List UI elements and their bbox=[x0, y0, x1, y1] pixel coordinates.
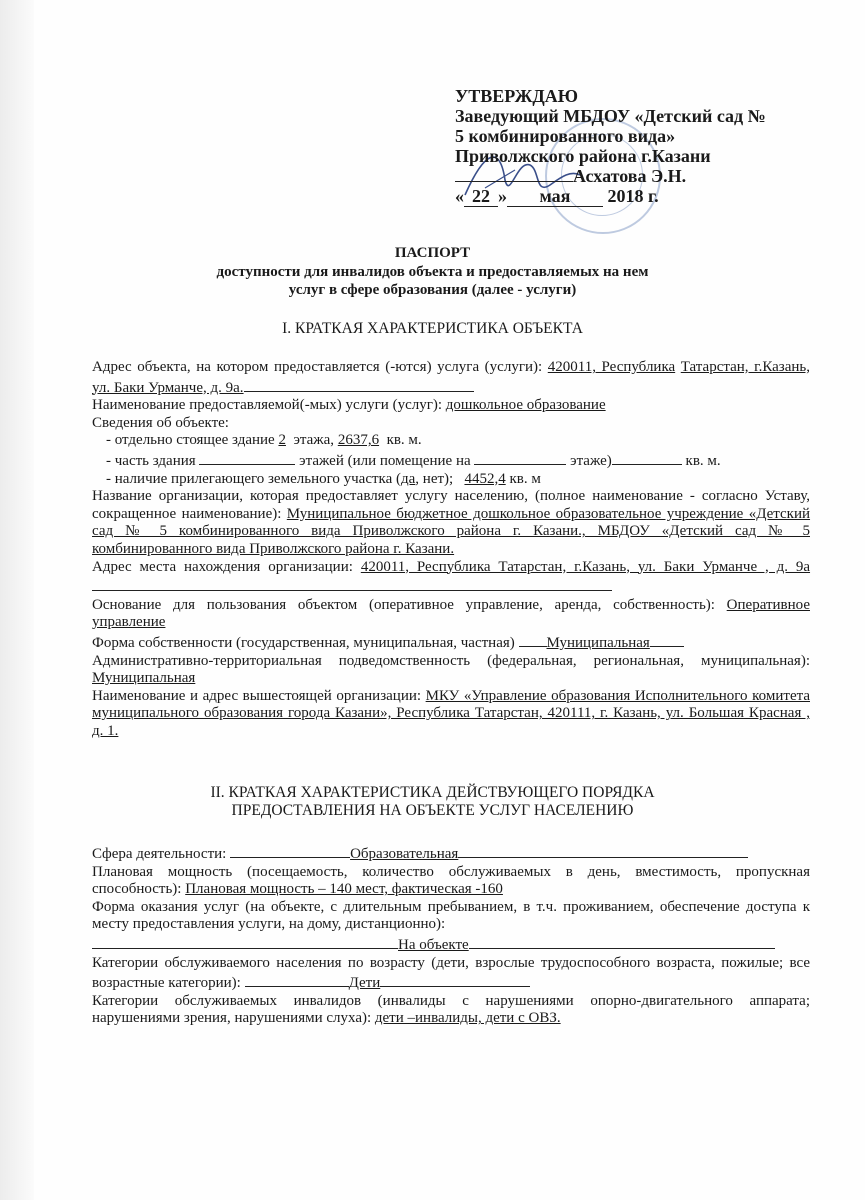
categories-row: Категории обслуживаемого населения по возрасту (дети, взрослые трудоспособного возраста, пожилые; все возрастные категории): Дети bbox=[92, 954, 810, 992]
form-value: На объекте bbox=[398, 936, 469, 953]
form-value-row bbox=[92, 934, 810, 955]
address-value-2: Татарстан, г.Казань, ул. Баки Урманче, д. 9а. bbox=[92, 359, 810, 396]
disabled-row: Категории обслуживаемых инвалидов (инвалиды с нарушениями опорно-двигательного аппарата; нарушениями зрения, нарушениями слуха): дети –инвалиды, дети с ОВЗ. bbox=[92, 992, 810, 1027]
org-value: Муниципальное бюджетное дошкольное образовательное учреждение «Детский сад № 5 комбинированного вида Приволжского района г. Казани., МБДОУ «Детский сад № 5 комбинированного вида Приволжского района г. Казани. bbox=[92, 505, 811, 557]
capacity-value: Плановая мощность – 140 мест, фактическая -160 bbox=[185, 881, 503, 898]
address-value-1: 420011, Республика bbox=[547, 359, 676, 375]
doc-title: ПАСПОРТ bbox=[394, 245, 471, 261]
approval-position: Заведующий МБДОУ «Детский сад № bbox=[455, 106, 766, 126]
building-row: - отдельно стоящее здание 2 этажа, 2637,6 кв. м. bbox=[106, 432, 422, 449]
approval-position-2: 5 комбинированного вида» bbox=[455, 126, 676, 146]
parent-org-row: Наименование и адрес вышестоящей организации: МКУ «Управление образования Исполнительного комитета муниципального образования города Казани», Республика Татарстан, 420111, г. Казань, ул. Большая Красная , д. 1. bbox=[92, 687, 810, 739]
approval-date: « 22 » мая 2018 г. bbox=[455, 186, 659, 206]
date-day: 22 bbox=[464, 186, 498, 207]
section1-heading: I. КРАТКАЯ ХАРАКТЕРИСТИКА ОБЪЕКТА bbox=[282, 320, 583, 337]
doc-subtitle-2: услуг в сфере образования (далее - услуги) bbox=[288, 282, 577, 298]
admin-value: Муниципальная bbox=[92, 670, 196, 687]
org-address-value: 420011, Республика Татарстан, г.Казань, ул. Баки Урманче , д. 9а bbox=[360, 558, 811, 575]
approval-signer-line bbox=[455, 166, 835, 186]
capacity-row: Плановая мощность (посещаемость, количество обслуживаемых в день, вместимость, пропускная способность): Плановая мощность – 140 мест, фактическая -160 bbox=[92, 863, 810, 898]
admin-row: Административно-территориальная подведомственность (федеральная, региональная, муниципальная): Муниципальная bbox=[92, 652, 810, 687]
ownership-row: Форма собственности (государственная, муниципальная, частная) Муниципальная bbox=[92, 632, 810, 653]
section2-heading-1: II. КРАТКАЯ ХАРАКТЕРИСТИКА ДЕЙСТВУЮЩЕГО ПОРЯДКА bbox=[210, 784, 655, 801]
approval-district: Приволжского района г.Казани bbox=[455, 146, 711, 166]
org-address-row: Адрес места нахождения организации: 420011, Республика Татарстан, г.Казань, ул. Баки Урманче , д. 9а bbox=[92, 559, 810, 597]
service-value: дошкольное образование bbox=[445, 397, 606, 414]
scan-edge bbox=[0, 0, 34, 1200]
land-row: - наличие прилегающего земельного участка (да, нет); 4452,4 кв. м bbox=[106, 470, 541, 487]
address-row: Адрес объекта, на котором предоставляется (-ются) услуга (услуги): 420011, Республика Татарстан, г.Казань, ул. Баки Урманче, д. 9а. bbox=[92, 359, 810, 396]
service-row: Наименование предоставляемой(-мых) услуги (услуг): дошкольное образование bbox=[92, 397, 606, 414]
info-label: Сведения об объекте: bbox=[92, 414, 229, 431]
section1-body bbox=[92, 359, 810, 740]
disabled-value: дети –инвалиды, дети с ОВЗ. bbox=[374, 1010, 561, 1027]
section2-body bbox=[92, 843, 810, 1028]
org-row: Название организации, которая предоставляет услугу населению, (полное наименование - согласно Уставу, сокращенное наименование): Муниципальное бюджетное дошкольное образовательное учреждение «Детский сад № 5 комбинированного вида Приволжского района г. Казани., МБДОУ «Детский сад № 5 комбинированного вида Приволжского района г. Казани. bbox=[92, 488, 811, 557]
approval-block bbox=[455, 86, 835, 207]
doc-subtitle-1: доступности для инвалидов объекта и предоставляемых на нем bbox=[216, 264, 649, 280]
sphere-row: Сфера деятельности: Образовательная bbox=[92, 843, 810, 864]
form-row: Форма оказания услуг (на объекте, с длительным пребыванием, в т.ч. проживанием, обеспечение доступа к месту предоставления услуги, на дому, дистанционно): bbox=[92, 898, 810, 933]
ownership-value: Муниципальная bbox=[546, 634, 650, 651]
date-year: 2018 г. bbox=[607, 186, 659, 206]
categories-value: Дети bbox=[348, 975, 381, 992]
basis-value: Оперативное управление bbox=[92, 596, 810, 631]
approval-heading: УТВЕРЖДАЮ bbox=[455, 86, 579, 106]
parent-org-value: МКУ «Управление образования Исполнительного комитета муниципального образования города Казани», Республика Татарстан, 420111, г. Казань, ул. Большая Красная , д. 1. bbox=[92, 687, 810, 739]
part-row: - часть здания этажей (или помещение на этаже) кв. м. bbox=[92, 450, 810, 471]
date-month: мая bbox=[507, 186, 603, 207]
approval-signer: Асхатова Э.Н. bbox=[573, 166, 687, 186]
section2-heading-2: ПРЕДОСТАВЛЕНИЯ НА ОБЪЕКТЕ УСЛУГ НАСЕЛЕНИЮ bbox=[231, 802, 634, 819]
basis-row: Основание для пользования объектом (оперативное управление, аренда, собственность): Оперативное управление bbox=[92, 596, 810, 631]
sphere-value: Образовательная bbox=[350, 846, 459, 862]
